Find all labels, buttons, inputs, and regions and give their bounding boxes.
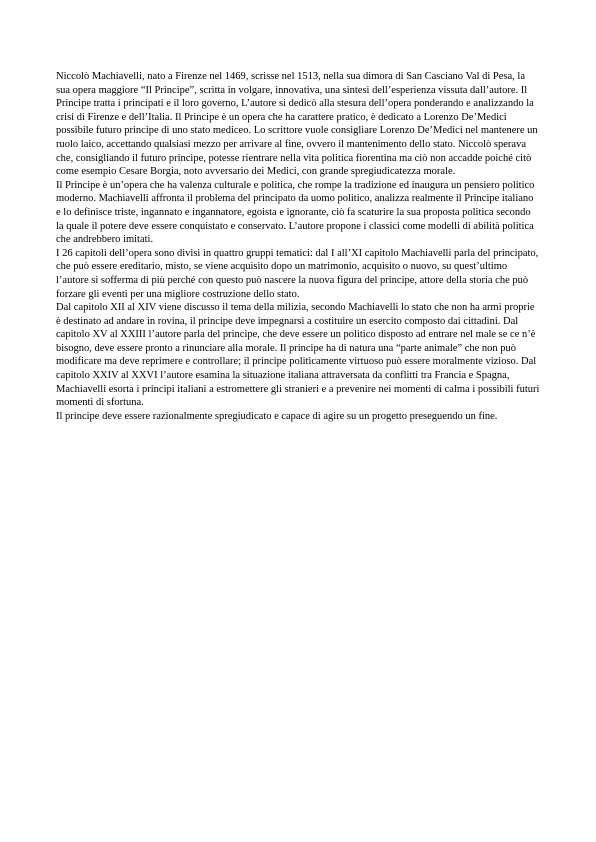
paragraph-chapters-milizia: Dal capitolo XII al XIV viene discusso il tema della milizia, secondo Machiavelli lo stato che non ha armi proprie è destinato ad andare in rovina, il principe deve impegnarsi a costituire un esercito composto dai cittadini. Dal capitolo XV al XXIII l’autore parla del principe, che deve essere un politico disposto ad entrare nel male se ce n’è bisogno, deve essere pronto a rinunciare alla morale. Il principe ha di natura una “parte animale” che non può modificare ma deve reprimere e controllare; il principe politicamente virtuoso può essere moralmente vizioso. Dal capitolo XXIV al XXVI l’autore esamina la situazione italiana attraversata da conflitti tra Francia e Spagna, Machiavelli esorta i principi italiani a estromettere gli stranieri e a prevenire nei momenti di calma i possibili futuri momenti di sfortuna. xyxy=(56,302,540,409)
paragraph-conclusion: Il principe deve essere razionalmente spregiudicato e capace di agire su un progetto preseguendo un fine. xyxy=(56,410,498,422)
paragraph-intro: Niccolò Machiavelli, nato a Firenze nel 1469, scrisse nel 1513, nella sua dimora di San Casciano Val di Pesa, la sua opera maggiore “Il Principe”, scritta in volgare, innovativa, una sintesi dell’esperienza vissuta dall’autore. Il Principe tratta i principati e il loro governo, L’autore si dedicò alla stesura dell’opera ponderando e analizzando la crisi di Firenze e dell’Italia. Il Principe è un opera che ha carattere pratico, è dedicato a Lorenzo De’Medici possibile futuro principe di uno stato mediceo. Lo scrittore vuole consigliare Lorenzo De’Medici nel mantenere un ruolo laico, accettando qualsiasi mezzo per arrivare al fine, ovvero il mantenimento dello stato. Niccolò sperava che, consigliando il futuro principe, potesse rientrare nella vita politica fiorentina ma ciò non accadde poiché citò come esempio Cesare Borgia, noto avversario dei Medici, con grande spregiudicatezza morale. xyxy=(56,71,538,178)
paragraph-chapters-principato: I 26 capitoli dell’opera sono divisi in quattro gruppi tematici: dal I all’XI capitolo Machiavelli parla del principato, che può essere ereditario, misto, se viene acquisito dopo un matrimonio, acquisito o nuovo, su quest’ultimo l’autore si sofferma di più perché con questo può nascere la nuova figura del principe, attore della storia che può forzare gli eventi per una migliore costruzione dello stato. xyxy=(56,247,539,300)
paragraph-cultural-value: Il Principe è un’opera che ha valenza culturale e politica, che rompe la tradizione ed inaugura un pensiero politico moderno. Machiavelli affronta il problema del principato da uomo politico, analizza realmente il Principe italiano e lo definisce triste, ingannato e ingannatore, egoista e ignorante, ciò fa scaturire la sua proposta politica secondo la quale il potere deve essere conquistato e conservato. L’autore propone i classici come modelli di abilità politica che andrebbero imitati. xyxy=(56,179,535,246)
document-body xyxy=(56,70,540,423)
